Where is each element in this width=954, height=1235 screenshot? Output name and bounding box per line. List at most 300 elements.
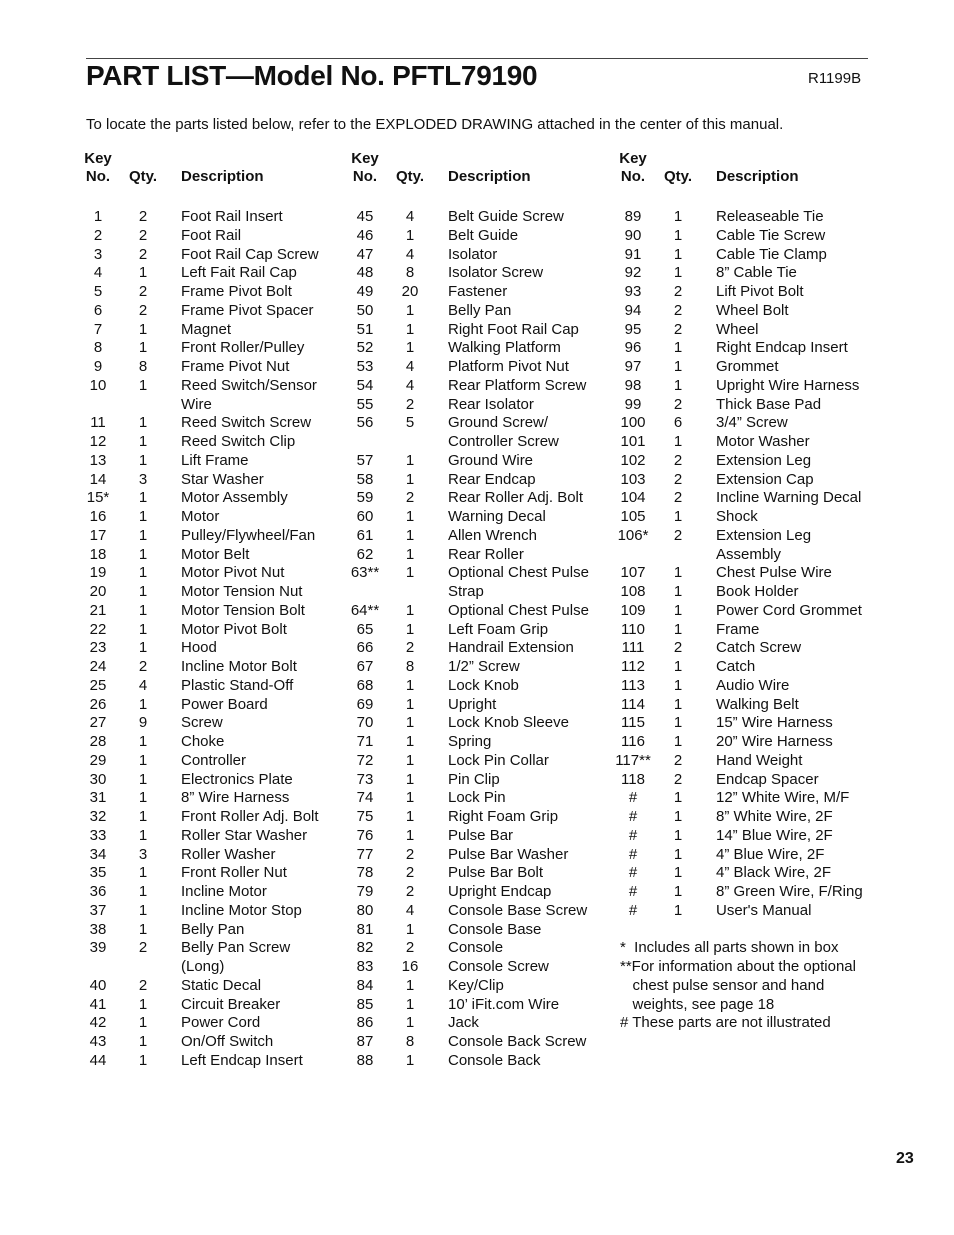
part-description: Front Roller Adj. Bolt	[181, 808, 319, 825]
part-description: Rear Roller	[448, 545, 524, 563]
quantity: 1	[138, 620, 148, 638]
notes-spacer	[613, 921, 856, 940]
table-row	[613, 827, 856, 846]
part-description: Pulse Bar Washer	[448, 845, 569, 863]
quantity: 1	[405, 620, 415, 638]
part-description: Cable Tie Clamp	[716, 245, 827, 263]
key-number: 23	[89, 639, 107, 657]
key-number: 84	[356, 976, 374, 994]
part-description: Extension Cap	[716, 470, 814, 488]
key-number: 63**	[350, 564, 380, 582]
key-number: 29	[89, 751, 107, 769]
part-description: Pin Clip	[448, 770, 500, 788]
key-number: 85	[356, 995, 374, 1013]
quantity: 1	[138, 1014, 148, 1032]
quantity: 1	[138, 545, 148, 563]
quantity: 1	[673, 245, 683, 263]
part-description: 3/4” Screw	[716, 414, 788, 432]
part-description: Console Base Screw	[448, 901, 588, 919]
quantity: 1	[405, 320, 415, 338]
quantity: 2	[405, 489, 415, 507]
part-description: Wire	[181, 395, 212, 413]
part-description: Front Roller Nut	[181, 864, 287, 882]
key-number: 100	[620, 414, 646, 432]
quantity: 1	[138, 639, 148, 657]
intro-text: To locate the parts listed below, refer to the EXPLODED DRAWING attached in the center of this manual.	[86, 116, 784, 133]
part-description: Optional Chest Pulse	[448, 601, 589, 619]
key-number: 102	[620, 451, 646, 469]
part-description: Ground Wire	[448, 451, 534, 469]
part-description: Upright Endcap	[448, 883, 552, 900]
part-description: Fastener	[448, 283, 508, 300]
part-description: Chest Pulse Wire	[716, 564, 832, 582]
part-description: Strap	[448, 583, 484, 600]
part-description: Motor Assembly	[181, 489, 288, 507]
key-number: #	[628, 808, 638, 825]
part-description: Hood	[181, 639, 217, 657]
quantity: 2	[138, 939, 148, 957]
table-row	[613, 846, 856, 865]
part-description: Walking Belt	[716, 695, 799, 713]
part-description: On/Off Switch	[181, 1033, 274, 1050]
key-number: 34	[89, 845, 107, 863]
key-number: 109	[620, 601, 646, 619]
quantity: 1	[673, 789, 683, 807]
quantity: 2	[138, 976, 148, 994]
table-row	[613, 264, 856, 283]
quantity: 1	[405, 451, 415, 469]
part-description: 8” White Wire, 2F	[716, 808, 833, 825]
quantity: 1	[673, 358, 683, 375]
key-number: 33	[89, 826, 107, 844]
part-description: Ground Screw/	[448, 414, 549, 432]
table-row	[613, 358, 856, 377]
quantity: 1	[673, 845, 683, 863]
part-description: Catch	[716, 658, 756, 675]
quantity: 1	[405, 1051, 415, 1069]
part-description: Belly Pan Screw	[181, 939, 291, 957]
quantity: 1	[138, 414, 148, 432]
key-number: 39	[89, 939, 107, 957]
quantity: 1	[673, 901, 683, 919]
key-number: 20	[89, 583, 107, 600]
key-number: 95	[624, 320, 642, 338]
key-number: 45	[356, 208, 374, 225]
quantity: 1	[138, 264, 148, 282]
key-number: 65	[356, 620, 374, 638]
key-number: 56	[356, 414, 374, 432]
part-description: Console Back	[448, 1051, 541, 1069]
quantity: 1	[138, 901, 148, 919]
part-description: Belt Guide Screw	[448, 208, 564, 225]
table-row	[613, 414, 856, 433]
quantity: 2	[673, 639, 683, 657]
part-description: Pulse Bar	[448, 826, 514, 844]
key-number: 111	[621, 639, 645, 657]
quantity: 4	[405, 358, 415, 375]
key-number: 106*	[617, 526, 649, 544]
part-description: Key/Clip	[448, 976, 504, 994]
key-number: 86	[356, 1014, 374, 1032]
table-row	[613, 302, 856, 321]
part-description: Lock Pin	[448, 789, 506, 807]
key-number: 91	[624, 245, 642, 263]
part-description: Jack	[448, 1014, 479, 1032]
table-row	[613, 546, 856, 565]
key-number: 103	[620, 470, 646, 488]
quantity: 1	[405, 920, 415, 938]
quantity: 1	[138, 995, 148, 1013]
key-number: 11	[90, 414, 106, 432]
part-description: Controller	[181, 751, 247, 769]
quantity: 1	[405, 526, 415, 544]
page-title: PART LIST—Model No. PFTL79190	[86, 60, 538, 91]
header-qty: Qty.	[395, 168, 425, 185]
quantity: 1	[405, 995, 415, 1013]
quantity: 20	[401, 283, 419, 300]
quantity: 1	[405, 695, 415, 713]
quantity: 1	[673, 864, 683, 882]
quantity: 2	[405, 864, 415, 882]
key-number: 43	[89, 1033, 107, 1050]
key-number: 90	[624, 226, 642, 244]
table-row	[613, 696, 856, 715]
key-number: 24	[89, 658, 107, 675]
quantity: 1	[673, 208, 683, 225]
document-code: R1199B	[808, 70, 862, 87]
key-number: 118	[621, 770, 645, 788]
quantity: 3	[138, 845, 148, 863]
key-number: 113	[621, 676, 645, 694]
part-description: Motor Belt	[181, 545, 250, 563]
quantity: 1	[673, 826, 683, 844]
key-number: 41	[89, 995, 107, 1013]
quantity: 1	[138, 433, 148, 450]
key-number: 28	[89, 733, 107, 750]
key-number: 3	[93, 245, 103, 263]
key-number: 21	[89, 601, 107, 619]
key-number: 70	[356, 714, 374, 732]
part-description: Releaseable Tie	[716, 208, 824, 225]
key-number: #	[628, 901, 638, 919]
part-description: Motor Tension Nut	[181, 583, 303, 600]
key-number: 80	[356, 901, 374, 919]
quantity: 2	[138, 301, 148, 319]
key-number: 89	[624, 208, 642, 225]
quantity: 1	[405, 1014, 415, 1032]
quantity: 1	[138, 376, 148, 394]
key-number: 68	[356, 676, 374, 694]
top-rule	[86, 58, 868, 59]
key-number: 52	[356, 339, 374, 357]
table-row	[613, 564, 856, 583]
part-description: Extension Leg	[716, 451, 812, 469]
quantity: 2	[138, 208, 148, 225]
key-number: 16	[89, 508, 107, 525]
quantity: 1	[405, 301, 415, 319]
quantity: 1	[138, 564, 148, 582]
key-number: 77	[356, 845, 374, 863]
quantity: 1	[405, 226, 415, 244]
part-description: Electronics Plate	[181, 770, 293, 788]
quantity: 2	[673, 489, 683, 507]
key-number: 9	[93, 358, 103, 375]
quantity: 1	[138, 320, 148, 338]
header-no: No.	[620, 168, 646, 185]
quantity: 1	[673, 226, 683, 244]
quantity: 1	[673, 733, 683, 750]
quantity: 1	[673, 339, 683, 357]
quantity: 9	[138, 714, 148, 732]
key-number: 69	[356, 695, 374, 713]
key-number: 81	[356, 920, 374, 938]
part-description: Left Endcap Insert	[181, 1051, 303, 1069]
part-description: Console	[448, 939, 504, 957]
quantity: 1	[138, 526, 148, 544]
part-description: Isolator Screw	[448, 264, 544, 282]
quantity: 2	[405, 639, 415, 657]
key-number: #	[628, 789, 638, 807]
key-number: 116	[621, 733, 645, 750]
key-number: 73	[356, 770, 374, 788]
key-number: 62	[356, 545, 374, 563]
part-description: 14” Blue Wire, 2F	[716, 826, 833, 844]
part-description: Rear Endcap	[448, 470, 536, 488]
quantity: 1	[673, 508, 683, 525]
part-description: Foot Rail Insert	[181, 208, 283, 225]
key-number: 19	[89, 564, 107, 582]
key-number: 78	[356, 864, 374, 882]
quantity: 1	[405, 770, 415, 788]
key-number: 87	[356, 1033, 374, 1050]
table-row	[613, 883, 863, 902]
header-qty: Qty.	[663, 168, 693, 185]
key-number: 7	[93, 320, 103, 338]
quantity: 4	[405, 208, 415, 225]
part-description: Wheel Bolt	[716, 301, 789, 319]
table-row	[613, 621, 856, 640]
part-description: Incline Warning Decal	[716, 489, 862, 507]
key-number: 117**	[615, 751, 651, 769]
part-description: Choke	[181, 733, 225, 750]
part-description: Motor Pivot Bolt	[181, 620, 287, 638]
part-description: Upright Wire Harness	[716, 376, 860, 394]
part-description: Lock Knob Sleeve	[448, 714, 569, 732]
quantity: 1	[673, 658, 683, 675]
part-description: Shock	[716, 508, 758, 525]
table-row	[613, 339, 856, 358]
part-description: Screw	[181, 714, 223, 732]
table-row	[613, 208, 856, 227]
table-row	[613, 639, 856, 658]
part-description: Right Foam Grip	[448, 808, 559, 825]
key-number: 10	[89, 376, 107, 394]
quantity: 1	[138, 864, 148, 882]
quantity: 8	[405, 658, 415, 675]
quantity: 1	[405, 545, 415, 563]
key-number: 47	[356, 245, 374, 263]
part-description: Console Screw	[448, 958, 549, 975]
key-number: 82	[356, 939, 374, 957]
part-description: Frame	[716, 620, 760, 638]
quantity: 1	[138, 339, 148, 357]
quantity: 4	[138, 676, 148, 694]
part-description: Belly Pan	[181, 920, 245, 938]
key-number: 15*	[86, 489, 110, 507]
table-row	[613, 864, 856, 883]
key-number: 97	[624, 358, 642, 375]
quantity: 2	[138, 283, 148, 300]
table-row	[613, 471, 856, 490]
table-row	[613, 771, 856, 790]
quantity: 1	[405, 751, 415, 769]
part-description: Right Foot Rail Cap	[448, 320, 579, 338]
part-description: Reed Switch/Sensor	[181, 376, 317, 394]
quantity: 1	[405, 976, 415, 994]
part-description: 20” Wire Harness	[716, 733, 833, 750]
footnote: * Includes all parts shown in box	[620, 939, 839, 957]
key-number: 104	[620, 489, 646, 507]
key-number: 110	[621, 620, 645, 638]
key-number: 53	[356, 358, 374, 375]
part-description: Console Base	[448, 920, 542, 938]
table-row	[613, 808, 856, 827]
part-description: Lock Knob	[448, 676, 519, 694]
part-description: Upright	[448, 695, 497, 713]
quantity: 1	[673, 883, 683, 900]
quantity: 1	[405, 676, 415, 694]
part-description: 10’ iFit.com Wire	[448, 995, 560, 1013]
header-no: No.	[85, 168, 111, 185]
key-number: 96	[624, 339, 642, 357]
part-description: Star Washer	[181, 470, 264, 488]
key-number: 75	[356, 808, 374, 825]
part-description: Belt Guide	[448, 226, 519, 244]
key-number: 94	[624, 301, 642, 319]
key-number: 92	[624, 264, 642, 282]
key-number: 17	[89, 526, 107, 544]
table-row	[613, 714, 856, 733]
quantity: 1	[138, 489, 148, 507]
quantity: 2	[405, 939, 415, 957]
table-row	[613, 752, 856, 771]
quantity: 1	[673, 583, 683, 600]
key-number: #	[628, 883, 638, 900]
quantity: 2	[405, 883, 415, 900]
part-description: Power Cord	[181, 1014, 261, 1032]
table-row	[613, 677, 856, 696]
key-number: 22	[89, 620, 107, 638]
quantity: 1	[138, 883, 148, 900]
table-row	[613, 246, 856, 265]
quantity: 1	[673, 376, 683, 394]
part-description: Thick Base Pad	[716, 395, 822, 413]
quantity: 2	[673, 320, 683, 338]
header-key: Key	[351, 150, 379, 167]
key-number: 4	[93, 264, 103, 282]
quantity: 8	[138, 358, 148, 375]
part-description: (Long)	[181, 958, 225, 975]
part-description: Audio Wire	[716, 676, 790, 694]
key-number: 27	[89, 714, 107, 732]
part-description: Incline Motor Stop	[181, 901, 302, 919]
part-description: Platform Pivot Nut	[448, 358, 569, 375]
quantity: 1	[138, 751, 148, 769]
quantity: 1	[405, 714, 415, 732]
part-description: Roller Washer	[181, 845, 276, 863]
part-description: Belly Pan	[448, 301, 512, 319]
quantity: 1	[138, 508, 148, 525]
part-description: Circuit Breaker	[181, 995, 281, 1013]
part-description: 8” Green Wire, F/Ring	[716, 883, 863, 900]
key-number: 108	[620, 583, 646, 600]
quantity: 2	[673, 770, 683, 788]
part-description: Hand Weight	[716, 751, 803, 769]
quantity: 2	[673, 283, 683, 300]
quantity: 4	[405, 376, 415, 394]
key-number: 76	[356, 826, 374, 844]
footnote: chest pulse sensor and hand	[620, 976, 825, 994]
part-description: Controller Screw	[448, 433, 559, 450]
part-description: Walking Platform	[448, 339, 561, 357]
key-number: 32	[89, 808, 107, 825]
table-row	[613, 527, 856, 546]
part-description: Assembly	[716, 545, 782, 563]
table-row	[613, 376, 860, 396]
quantity: 1	[138, 808, 148, 825]
part-description: 1/2” Screw	[448, 658, 520, 675]
key-number: 66	[356, 639, 374, 657]
key-number: 61	[356, 526, 374, 544]
header-description: Description	[448, 168, 531, 185]
key-number: 37	[89, 901, 107, 919]
footnote: weights, see page 18	[620, 995, 775, 1013]
key-number: 88	[356, 1051, 374, 1069]
key-number: 18	[89, 545, 107, 563]
key-number: 42	[89, 1014, 107, 1032]
quantity: 2	[673, 470, 683, 488]
quantity: 1	[405, 564, 415, 582]
key-number: 50	[356, 301, 374, 319]
header-key: Key	[619, 150, 647, 167]
quantity: 8	[405, 1033, 415, 1050]
part-description: Spring	[448, 733, 492, 750]
part-description: Rear Roller Adj. Bolt	[448, 489, 584, 507]
quantity: 2	[673, 451, 683, 469]
header-key: Key	[84, 150, 112, 167]
part-description: Foot Rail	[181, 226, 242, 244]
part-description: Frame Pivot Bolt	[181, 283, 292, 300]
part-description: Handrail Extension	[448, 639, 574, 657]
key-number: 105	[620, 508, 646, 525]
part-description: Pulley/Flywheel/Fan	[181, 526, 316, 544]
key-number: 13	[89, 451, 107, 469]
header-description: Description	[181, 168, 264, 185]
part-description: Motor	[181, 508, 220, 525]
parts-column-3	[613, 150, 863, 1033]
part-description: Warning Decal	[448, 508, 546, 525]
quantity: 1	[673, 676, 683, 694]
part-description: Optional Chest Pulse	[448, 564, 589, 582]
table-row	[613, 733, 856, 752]
page-number: 23	[896, 1150, 914, 1167]
part-description: Lift Frame	[181, 451, 249, 469]
quantity: 1	[673, 714, 683, 732]
key-number: 25	[89, 676, 107, 694]
table-row	[613, 508, 856, 527]
quantity: 1	[138, 920, 148, 938]
quantity: 1	[138, 789, 148, 807]
